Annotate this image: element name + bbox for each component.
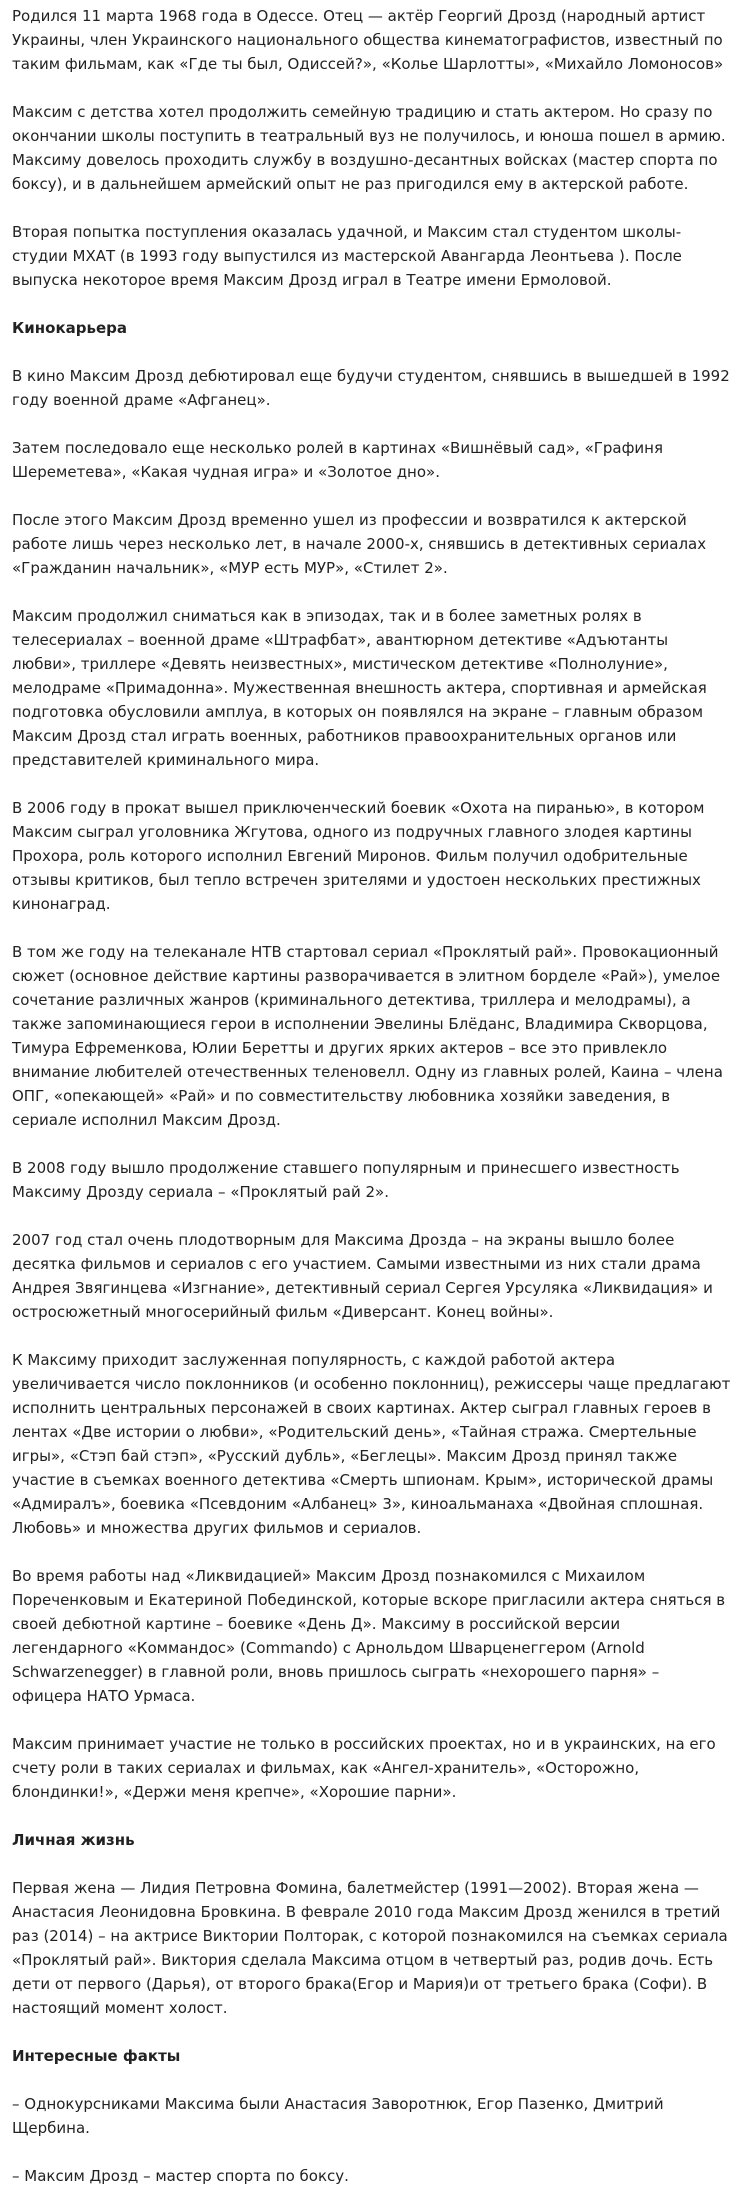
paragraph-fact-2: – Максим Дрозд – мастер спорта по боксу. bbox=[12, 2167, 349, 2185]
paragraph-career-2: Затем последовало еще несколько ролей в картинах «Вишнёвый сад», «Графиня Шереметева», «Какая чудная игра» и «Золотое дно». bbox=[12, 439, 664, 481]
paragraph-career-1: В кино Максим Дрозд дебютировал еще будучи студентом, снявшись в вышедшей в 1992 году военной драме «Афганец». bbox=[12, 367, 730, 409]
section-heading-personal: Личная жизнь bbox=[12, 1831, 135, 1849]
article-body bbox=[12, 4, 732, 2212]
paragraph-fact-1: – Однокурсниками Максима были Анастасия Заворотнюк, Егор Пазенко, Дмитрий Щербина. bbox=[12, 2095, 664, 2137]
paragraph-career-7: В 2008 году вышло продолжение ставшего популярным и принесшего известность Максиму Дрозду сериала – «Проклятый рай 2». bbox=[12, 1159, 680, 1201]
paragraph-intro-1: Родился 11 марта 1968 года в Одессе. Отец — актёр Георгий Дрозд (народный артист Украины, член Украинского национального общества кинематографистов, известный по таким фильмам, как «Где ты был, Одиссей?», «Колье Шарлотты», «Михайло Ломоносов» bbox=[12, 7, 724, 73]
paragraph-intro-3: Вторая попытка поступления оказалась удачной, и Максим стал студентом школы-студии МХАТ (в 1993 году выпустился из мастерской Авангарда Леонтьева ). После выпуска некоторое время Максим Дрозд играл в Театре имени Ермоловой. bbox=[12, 223, 682, 289]
paragraph-career-8: 2007 год стал очень плодотворным для Максима Дрозда – на экраны вышло более десятка фильмов и сериалов с его участием. Самыми известными из них стали драма Андрея Звягинцева «Изгнание», детективный сериал Сергея Урсуляка «Ликвидация» и остросюжетный многосерийный фильм «Диверсант. Конец войны». bbox=[12, 1231, 713, 1321]
paragraph-career-9: К Максиму приходит заслуженная популярность, с каждой работой актера увеличивается число поклонников (и особенно поклонниц), режиссеры чаще предлагают исполнить центральных персонажей в своих картинах. Актер сыграл главных героев в лентах «Две истории о любви», «Родительский день», «Тайная стража. Смертельные игры», «Стэп бай стэп», «Русский дубль», «Беглецы». Максим Дрозд принял также участие в съемках военного детектива «Смерть шпионам. Крым», исторической драмы «Адмиралъ», боевика «Псевдоним «Албанец» 3», киноальманаха «Двойная сплошная. Любовь» и множества других фильмов и сериалов. bbox=[12, 1351, 731, 1537]
section-heading-facts: Интересные факты bbox=[12, 2047, 181, 2065]
paragraph-personal-1: Первая жена — Лидия Петровна Фомина, балетмейстер (1991—2002). Вторая жена — Анастасия Леонидовна Бровкина. В феврале 2010 года Максим Дрозд женился в третий раз (2014) – на актрисе Виктории Полторак, с которой познакомился на съемках сериала «Проклятый рай». Виктория сделала Максима отцом в четвертый раз, родив дочь. Есть дети от первого (Дарья), от второго брака(Егор и Мария)и от третьего брака (Софи). В настоящий момент холост. bbox=[12, 1879, 728, 2017]
paragraph-career-6: В том же году на телеканале НТВ стартовал сериал «Проклятый рай». Провокационный сюжет (основное действие картины разворачивается в элитном борделе «Рай»), умелое сочетание различных жанров (криминального детектива, триллера и мелодрамы), а также запоминающиеся герои в исполнении Эвелины Блёданс, Владимира Скворцова, Тимура Ефременкова, Юлии Беретты и других ярких актеров – все это привлекло внимание любителей отечественных теленовелл. Одну из главных ролей, Каина – члена ОПГ, «опекающей» «Рай» и по совместительству любовника хозяйки заведения, в сериале исполнил Максим Дрозд. bbox=[12, 943, 723, 1129]
paragraph-career-3: После этого Максим Дрозд временно ушел из профессии и возвратился к актерской работе лишь через несколько лет, в начале 2000-х, снявшись в детективных сериалах «Гражданин начальник», «МУР есть МУР», «Стилет 2». bbox=[12, 511, 707, 577]
paragraph-career-11: Максим принимает участие не только в российских проектах, но и в украинских, на его счету роли в таких сериалах и фильмах, как «Ангел-хранитель», «Осторожно, блондинки!», «Держи меня крепче», «Хорошие парни». bbox=[12, 1735, 716, 1801]
paragraph-career-5: В 2006 году в прокат вышел приключенческий боевик «Охота на пиранью», в котором Максим сыграл уголовника Жгутова, одного из подручных главного злодея картины Прохора, роль которого исполнил Евгений Миронов. Фильм получил одобрительные отзывы критиков, был тепло встречен зрителями и удостоен нескольких престижных кинонаград. bbox=[12, 799, 705, 913]
paragraph-career-4: Максим продолжил сниматься как в эпизодах, так и в более заметных ролях в телесериалах – военной драме «Штрафбат», авантюрном детективе «Адъютанты любви», триллере «Девять неизвестных», мистическом детективе «Полнолуние», мелодраме «Примадонна». Мужественная внешность актера, спортивная и армейская подготовка обусловили амплуа, в которых он появлялся на экране – главным образом Максим Дрозд стал играть военных, работников правоохранительных органов или представителей криминального мира. bbox=[12, 607, 707, 769]
paragraph-intro-2: Максим с детства хотел продолжить семейную традицию и стать актером. Но сразу по окончании школы поступить в театральный вуз не получилось, и юноша пошел в армию. Максиму довелось проходить службу в воздушно-десантных войсках (мастер спорта по боксу), и в дальнейшем армейский опыт не раз пригодился ему в актерской работе. bbox=[12, 103, 726, 193]
section-heading-career: Кинокарьера bbox=[12, 319, 127, 337]
paragraph-career-10: Во время работы над «Ликвидацией» Максим Дрозд познакомился с Михаилом Пореченковым и Екатериной Побединской, которые вскоре пригласили актера сняться в своей дебютной картине – боевике «День Д». Максиму в российской версии легендарного «Коммандос» (Commando) с Арнольдом Шварценеггером (Arnold Schwarzenegger) в главной роли, вновь пришлось сыграть «нехорошего парня» – офицера НАТО Урмаса. bbox=[12, 1567, 726, 1705]
